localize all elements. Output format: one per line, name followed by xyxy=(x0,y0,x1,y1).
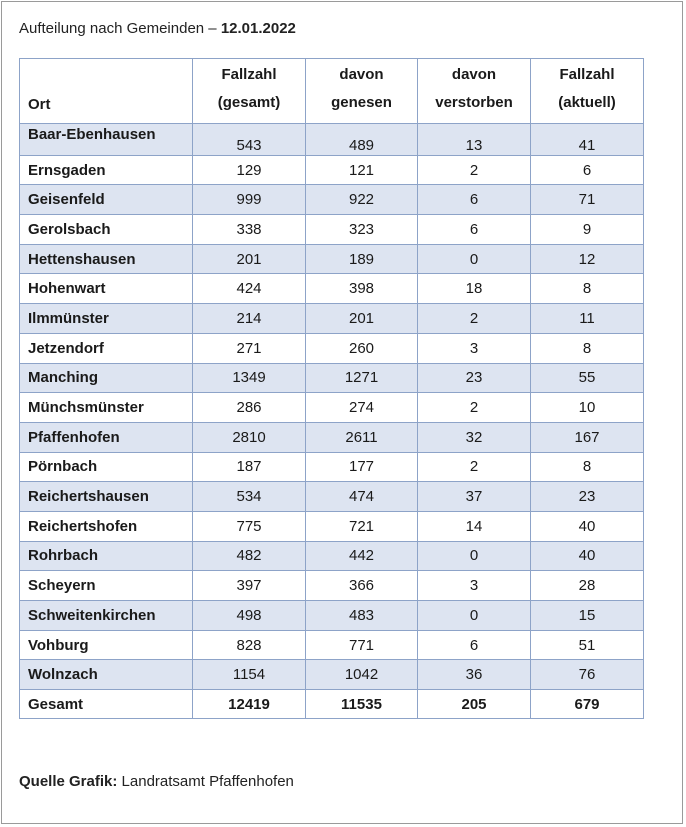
row-ort: Wolnzach xyxy=(20,660,193,690)
row-genesen: 274 xyxy=(306,393,418,423)
row-aktuell: 8 xyxy=(531,452,644,482)
row-ort: Ilmmünster xyxy=(20,304,193,334)
row-aktuell: 40 xyxy=(531,541,644,571)
row-aktuell: 40 xyxy=(531,511,644,541)
header-line: Fallzahl xyxy=(221,66,277,83)
total-gesamt: 12419 xyxy=(193,690,306,719)
row-gesamt: 187 xyxy=(193,452,306,482)
source-credit xyxy=(19,773,294,790)
total-aktuell: 679 xyxy=(531,690,644,719)
header-line: verstorben xyxy=(435,94,513,111)
table-row xyxy=(20,601,644,631)
row-verstorben: 6 xyxy=(418,630,531,660)
row-verstorben: 37 xyxy=(418,482,531,512)
header-line: davon xyxy=(451,66,497,83)
row-genesen: 366 xyxy=(306,571,418,601)
header-fallzahl-gesamt xyxy=(193,59,306,124)
page-title xyxy=(19,20,296,37)
row-ort: Reichertshausen xyxy=(20,482,193,512)
row-aktuell: 23 xyxy=(531,482,644,512)
source-label: Quelle Grafik: xyxy=(19,773,118,790)
row-genesen: 2611 xyxy=(306,422,418,452)
row-aktuell: 55 xyxy=(531,363,644,393)
table-row xyxy=(20,660,644,690)
row-verstorben: 6 xyxy=(418,215,531,245)
table-row xyxy=(20,304,644,334)
row-genesen: 177 xyxy=(306,452,418,482)
table-row xyxy=(20,511,644,541)
table-footer xyxy=(20,690,644,719)
row-aktuell: 41 xyxy=(531,124,644,156)
row-genesen: 323 xyxy=(306,215,418,245)
row-ort: Jetzendorf xyxy=(20,333,193,363)
row-ort: Pörnbach xyxy=(20,452,193,482)
row-aktuell: 8 xyxy=(531,274,644,304)
row-aktuell: 71 xyxy=(531,185,644,215)
header-line: Fallzahl xyxy=(559,66,615,83)
table-body xyxy=(20,124,644,690)
row-verstorben: 14 xyxy=(418,511,531,541)
row-genesen: 1042 xyxy=(306,660,418,690)
row-gesamt: 1349 xyxy=(193,363,306,393)
table-row xyxy=(20,363,644,393)
row-ort: Schweitenkirchen xyxy=(20,601,193,631)
row-verstorben: 0 xyxy=(418,541,531,571)
header-line: (gesamt) xyxy=(217,94,281,111)
row-aktuell: 28 xyxy=(531,571,644,601)
row-genesen: 483 xyxy=(306,601,418,631)
row-genesen: 721 xyxy=(306,511,418,541)
row-ort: Geisenfeld xyxy=(20,185,193,215)
row-gesamt: 201 xyxy=(193,244,306,274)
row-genesen: 201 xyxy=(306,304,418,334)
title-prefix: Aufteilung nach Gemeinden – xyxy=(19,20,221,37)
row-ort: Münchsmünster xyxy=(20,393,193,423)
row-gesamt: 775 xyxy=(193,511,306,541)
row-aktuell: 76 xyxy=(531,660,644,690)
row-verstorben: 0 xyxy=(418,244,531,274)
row-gesamt: 2810 xyxy=(193,422,306,452)
row-verstorben: 2 xyxy=(418,452,531,482)
table-row xyxy=(20,422,644,452)
row-ort: Pfaffenhofen xyxy=(20,422,193,452)
row-ort: Hettenshausen xyxy=(20,244,193,274)
table-row xyxy=(20,452,644,482)
table-header xyxy=(20,59,644,124)
row-aktuell: 12 xyxy=(531,244,644,274)
row-aktuell: 6 xyxy=(531,155,644,185)
header-genesen xyxy=(306,59,418,124)
row-ort: Vohburg xyxy=(20,630,193,660)
row-verstorben: 13 xyxy=(418,124,531,156)
row-genesen: 398 xyxy=(306,274,418,304)
row-gesamt: 338 xyxy=(193,215,306,245)
row-gesamt: 498 xyxy=(193,601,306,631)
row-ort: Gerolsbach xyxy=(20,215,193,245)
row-gesamt: 1154 xyxy=(193,660,306,690)
row-gesamt: 482 xyxy=(193,541,306,571)
row-ort: Ernsgaden xyxy=(20,155,193,185)
table-row xyxy=(20,630,644,660)
table-row xyxy=(20,393,644,423)
row-ort: Hohenwart xyxy=(20,274,193,304)
row-verstorben: 6 xyxy=(418,185,531,215)
row-genesen: 189 xyxy=(306,244,418,274)
row-genesen: 922 xyxy=(306,185,418,215)
row-aktuell: 167 xyxy=(531,422,644,452)
table-row xyxy=(20,124,644,156)
title-date: 12.01.2022 xyxy=(220,20,296,37)
total-verstorben: 205 xyxy=(418,690,531,719)
table-row xyxy=(20,215,644,245)
row-aktuell: 8 xyxy=(531,333,644,363)
row-aktuell: 51 xyxy=(531,630,644,660)
row-verstorben: 2 xyxy=(418,304,531,334)
row-gesamt: 271 xyxy=(193,333,306,363)
row-gesamt: 129 xyxy=(193,155,306,185)
table-row xyxy=(20,541,644,571)
row-verstorben: 23 xyxy=(418,363,531,393)
row-ort: Reichertshofen xyxy=(20,511,193,541)
row-aktuell: 15 xyxy=(531,601,644,631)
row-verstorben: 32 xyxy=(418,422,531,452)
table-row xyxy=(20,482,644,512)
source-text: Landratsamt Pfaffenhofen xyxy=(117,773,294,790)
row-gesamt: 828 xyxy=(193,630,306,660)
row-verstorben: 2 xyxy=(418,393,531,423)
row-ort: Baar-Ebenhausen xyxy=(20,124,193,156)
table-row xyxy=(20,333,644,363)
table-row xyxy=(20,155,644,185)
row-genesen: 442 xyxy=(306,541,418,571)
row-gesamt: 286 xyxy=(193,393,306,423)
header-line: (aktuell) xyxy=(558,94,616,111)
row-genesen: 771 xyxy=(306,630,418,660)
total-label: Gesamt xyxy=(20,690,193,719)
row-gesamt: 543 xyxy=(193,124,306,156)
row-gesamt: 534 xyxy=(193,482,306,512)
row-ort: Rohrbach xyxy=(20,541,193,571)
total-row xyxy=(20,690,644,719)
table-row xyxy=(20,274,644,304)
row-aktuell: 11 xyxy=(531,304,644,334)
row-gesamt: 397 xyxy=(193,571,306,601)
row-verstorben: 18 xyxy=(418,274,531,304)
row-ort: Scheyern xyxy=(20,571,193,601)
header-ort: Ort xyxy=(20,59,193,124)
table-row xyxy=(20,244,644,274)
row-genesen: 474 xyxy=(306,482,418,512)
cases-table xyxy=(19,58,644,719)
row-ort: Manching xyxy=(20,363,193,393)
header-verstorben xyxy=(418,59,531,124)
header-fallzahl-aktuell xyxy=(531,59,644,124)
row-gesamt: 999 xyxy=(193,185,306,215)
row-genesen: 260 xyxy=(306,333,418,363)
row-verstorben: 3 xyxy=(418,333,531,363)
row-genesen: 489 xyxy=(306,124,418,156)
row-verstorben: 3 xyxy=(418,571,531,601)
row-verstorben: 36 xyxy=(418,660,531,690)
row-verstorben: 0 xyxy=(418,601,531,631)
total-genesen: 11535 xyxy=(306,690,418,719)
row-genesen: 1271 xyxy=(306,363,418,393)
row-genesen: 121 xyxy=(306,155,418,185)
table-row xyxy=(20,185,644,215)
header-line: genesen xyxy=(331,94,392,111)
table-row xyxy=(20,571,644,601)
row-gesamt: 214 xyxy=(193,304,306,334)
header-line: davon xyxy=(339,66,384,83)
row-aktuell: 10 xyxy=(531,393,644,423)
document-frame xyxy=(1,1,683,824)
row-verstorben: 2 xyxy=(418,155,531,185)
row-aktuell: 9 xyxy=(531,215,644,245)
row-gesamt: 424 xyxy=(193,274,306,304)
